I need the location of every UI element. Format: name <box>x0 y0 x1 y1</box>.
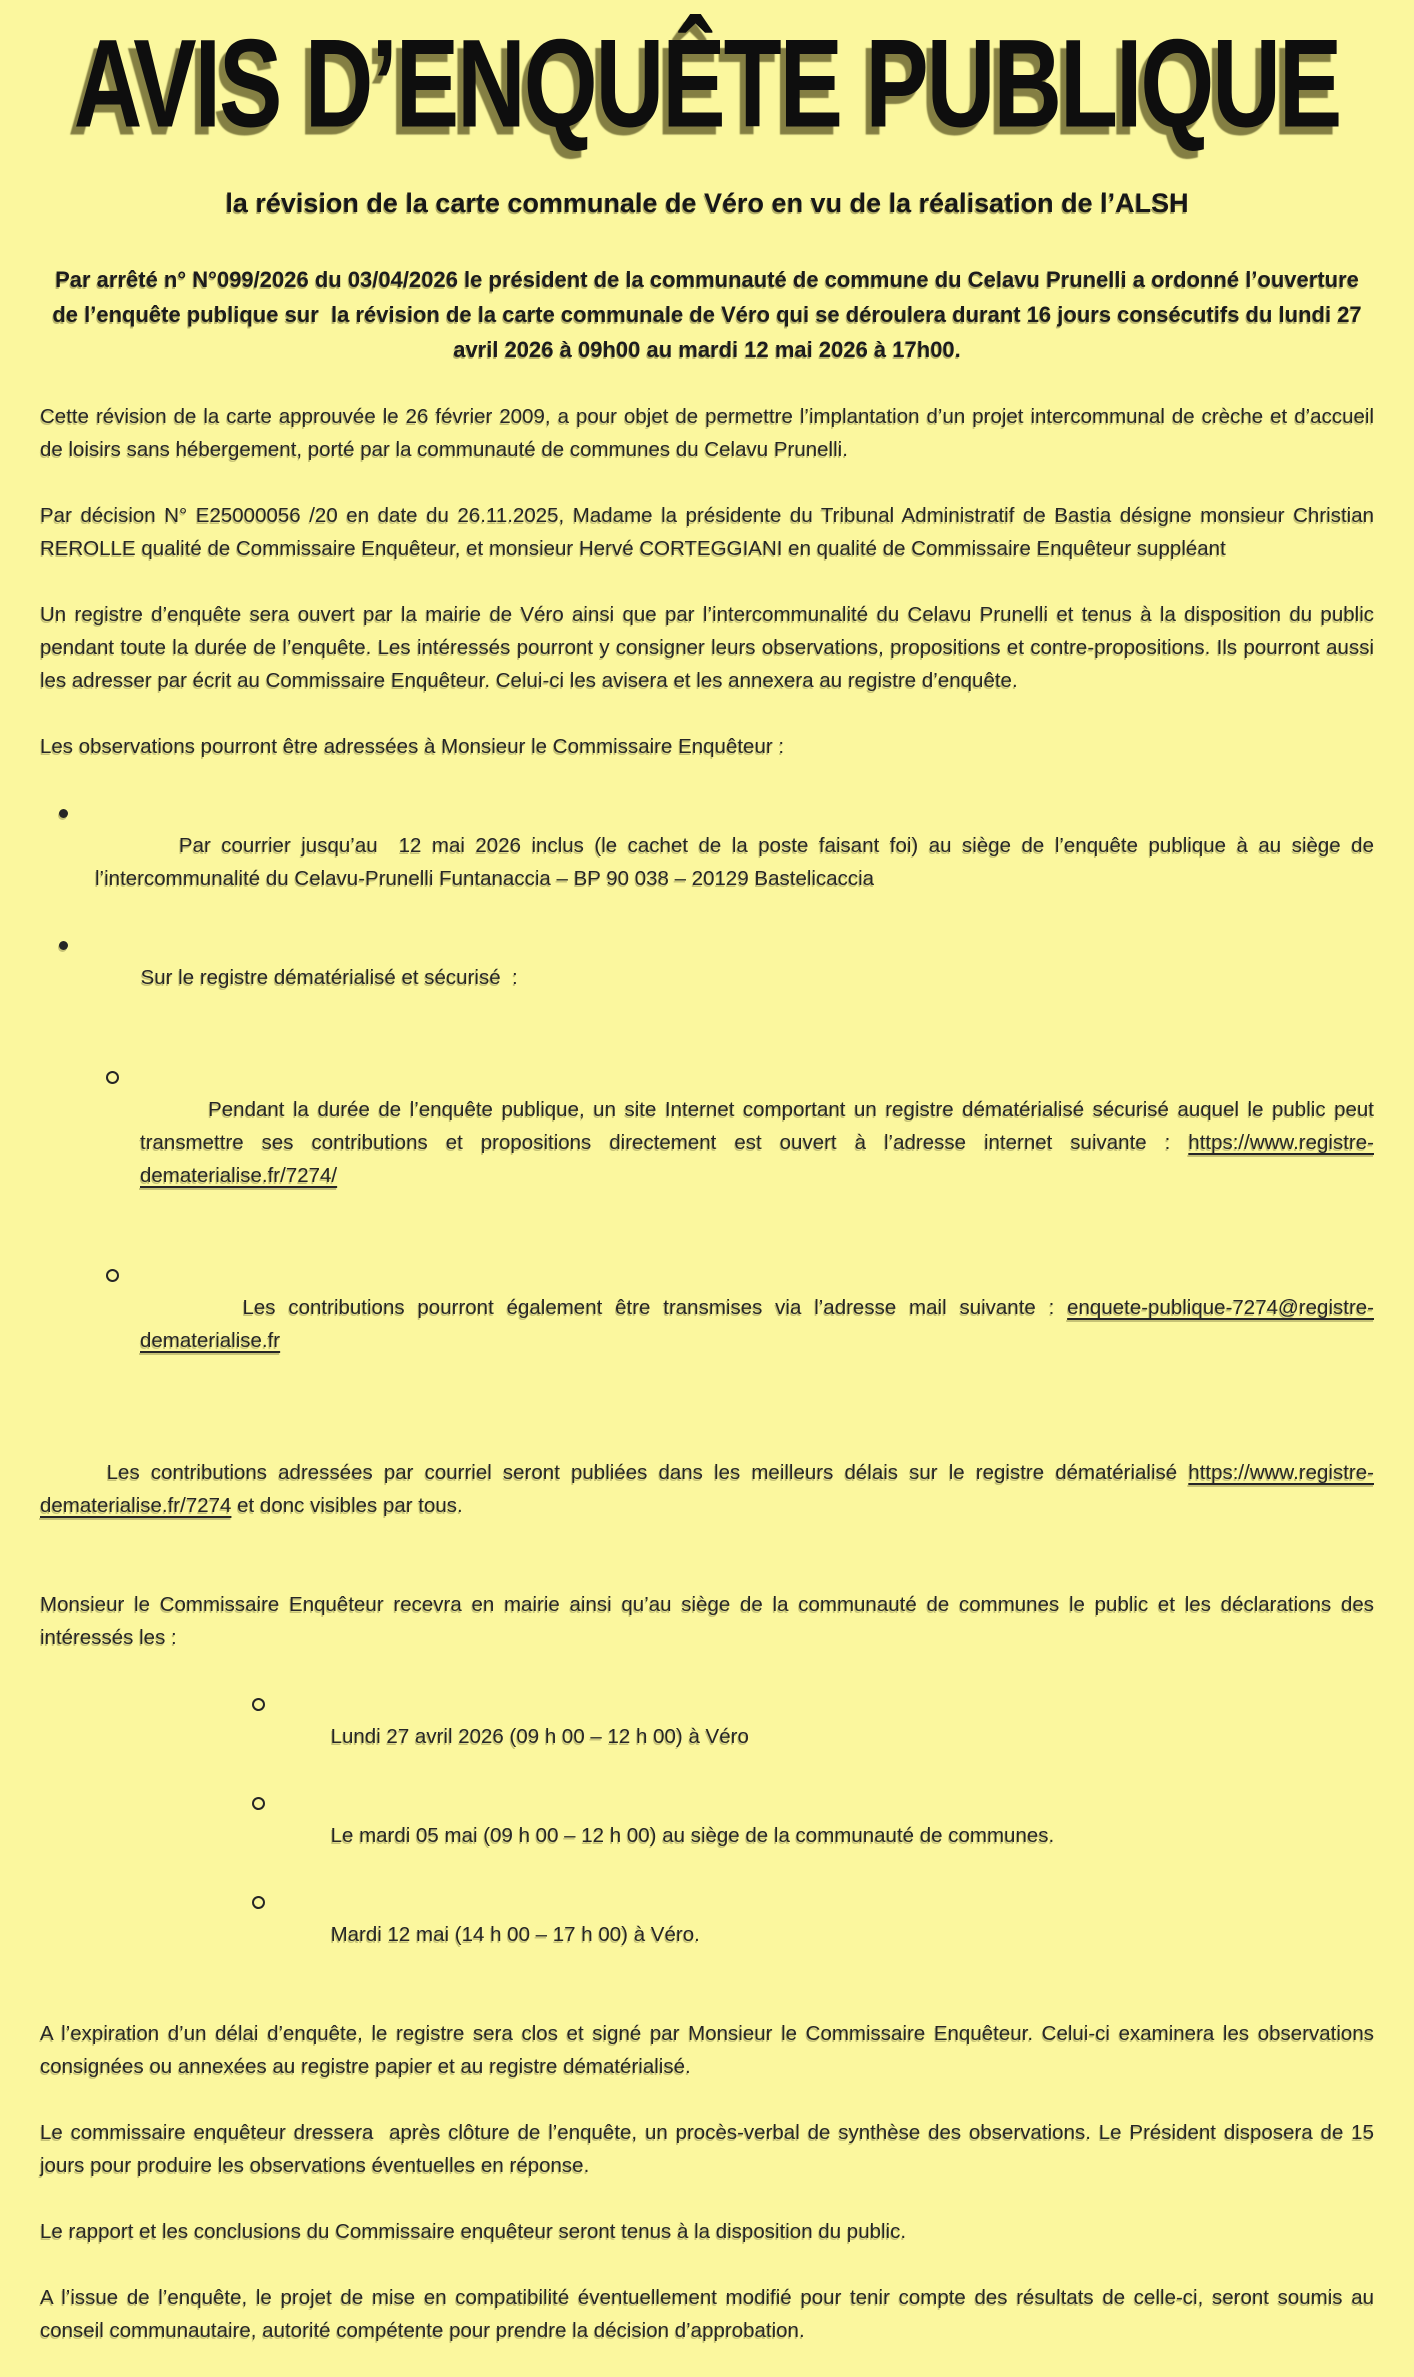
schedule-item-mardi-05-mai <box>40 1786 1374 1885</box>
observations-bullet-list <box>40 796 1380 1027</box>
paragraph-issue: A l’issue de l’enquête, le projet de mise en compatibilité éventuellement modifié pour tenir compte des résultats de celle-ci, seront soumis au conseil communautaire, autorité compétente pour prendre la décision d’approbation. <box>40 2286 1380 2342</box>
courriel-post-text: et donc visibles par tous. <box>231 1494 463 1517</box>
page-title: AVIS D’ENQUÊTE PUBLIQUE <box>73 14 1341 155</box>
arrete-intro-paragraph: Par arrêté n° N°099/2026 du 03/04/2026 le président de la communauté de commune du Celavu Prunelli a ordonné l’ouverture de l’enquête publique sur la révision de la carte communale de Véro qui se déroulera durant 16 jours consécutifs du lundi 27 avril 2026 à 09h00 au mardi 12 mai 2026 à 17h00. <box>52 267 1368 362</box>
paragraph-registre: Un registre d’enquête sera ouvert par la mairie de Véro ainsi que par l’intercommunalité du Celavu Prunelli et tenus à la disposition du public pendant toute la durée de l’enquête. Les intéressés pourront y consigner leurs observations, propositions et contre-propositions. Ils pourront aussi les adresser par écrit au Commissaire Enquêteur. Celui-ci les avisera et les annexera au registre d’enquête. <box>40 603 1380 692</box>
email-intro-text: Les contributions pourront également être transmises via l’adresse mail suivante : <box>242 1296 1068 1319</box>
notice-title-block <box>40 14 1374 162</box>
schedule-item-text: Lundi 27 avril 2026 (09 h 00 – 12 h 00) à Véro <box>330 1725 749 1748</box>
paragraph-rapport: Le rapport et les conclusions du Commissaire enquêteur seront tenus à la disposition du public. <box>40 2220 907 2243</box>
notice-body <box>40 400 1380 2347</box>
notice-subtitle: la révision de la carte communale de Véro en vu de la réalisation de l’ALSH <box>225 188 1189 218</box>
paragraph-expiration: A l’expiration d’un délai d’enquête, le registre sera clos et signé par Monsieur le Commissaire Enquêteur. Celui-ci examinera les observations consignées ou annexées au registre papier et au registre dématérialisé. <box>40 2022 1380 2078</box>
site-internet-text: Pendant la durée de l’enquête publique, un site Internet comportant un registre dématérialisé sécurisé auquel le public peut transmettre ses contributions et propositions directement est ouvert à l’adresse internet suivante : <box>140 1098 1380 1154</box>
schedule-item-text: Le mardi 05 mai (09 h 00 – 12 h 00) au siège de la communauté de communes. <box>330 1824 1055 1847</box>
courrier-text: Par courrier jusqu’au 12 mai 2026 inclus (le cachet de la poste faisant foi) au siège de l’enquête publique à au siège de l’intercommunalité du Celavu-Prunelli Funtanaccia – BP 90 038 – 20129 Bastelicaccia <box>95 834 1380 890</box>
paragraph-proces-verbal: Le commissaire enquêteur dressera après clôture de l’enquête, un procès-verbal de synthèse des observations. Le Président disposera de 15 jours pour produire les observations éventuelles en réponse. <box>40 2121 1380 2177</box>
list-item-site-internet <box>40 1060 1380 1225</box>
schedule-item-text: Mardi 12 mai (14 h 00 – 17 h 00) à Véro. <box>330 1923 700 1946</box>
paragraph-observations-intro: Les observations pourront être adressées à Monsieur le Commissaire Enquêteur : <box>40 735 785 758</box>
registre-dematerialise-url-link[interactable]: https://www.registre-dematerialise.fr/7274/ <box>140 1131 1374 1187</box>
paragraph-decision: Par décision N° E25000056 /20 en date du 26.11.2025, Madame la présidente du Tribunal Administratif de Bastia désigne monsieur Christian REROLLE qualité de Commissaire Enquêteur, et monsieur Hervé CORTEGGIANI en qualité de Commissaire Enquêteur suppléant <box>40 504 1380 560</box>
courriel-pre-text: Les contributions adressées par courriel seront publiées dans les meilleurs délais sur le registre dématérialisé <box>106 1461 1189 1484</box>
registre-dematerialise-text: Sur le registre dématérialisé et sécurisé : <box>140 966 518 989</box>
paragraph-revision: Cette révision de la carte approuvée le 26 février 2009, a pour objet de permettre l’implantation d’un projet intercommunal de crèche et d’accueil de loisirs sans hébergement, porté par la communauté de communes du Celavu Prunelli. <box>40 405 1380 461</box>
list-item-registre-dematerialise <box>40 928 1374 1027</box>
enquete-email-link[interactable]: enquete-publique-7274@registre-dematerialise.fr <box>140 1296 1374 1352</box>
list-item-courrier <box>40 796 1380 928</box>
schedule-item-lundi-27-avril <box>40 1687 1374 1786</box>
registre-url-inline-link[interactable]: https://www.registre-dematerialise.fr/7274 <box>40 1461 1374 1517</box>
registre-sub-list <box>40 1060 1380 1390</box>
paragraph-reception-intro: Monsieur le Commissaire Enquêteur recevra en mairie ainsi qu’au siège de la communauté de communes le public et les déclarations des intéressés les : <box>40 1593 1380 1649</box>
reception-schedule-list <box>40 1687 1374 1984</box>
paragraph-courriel-publication <box>40 1423 1374 1555</box>
schedule-item-mardi-12-mai <box>40 1885 1374 1984</box>
list-item-email <box>40 1258 1374 1390</box>
